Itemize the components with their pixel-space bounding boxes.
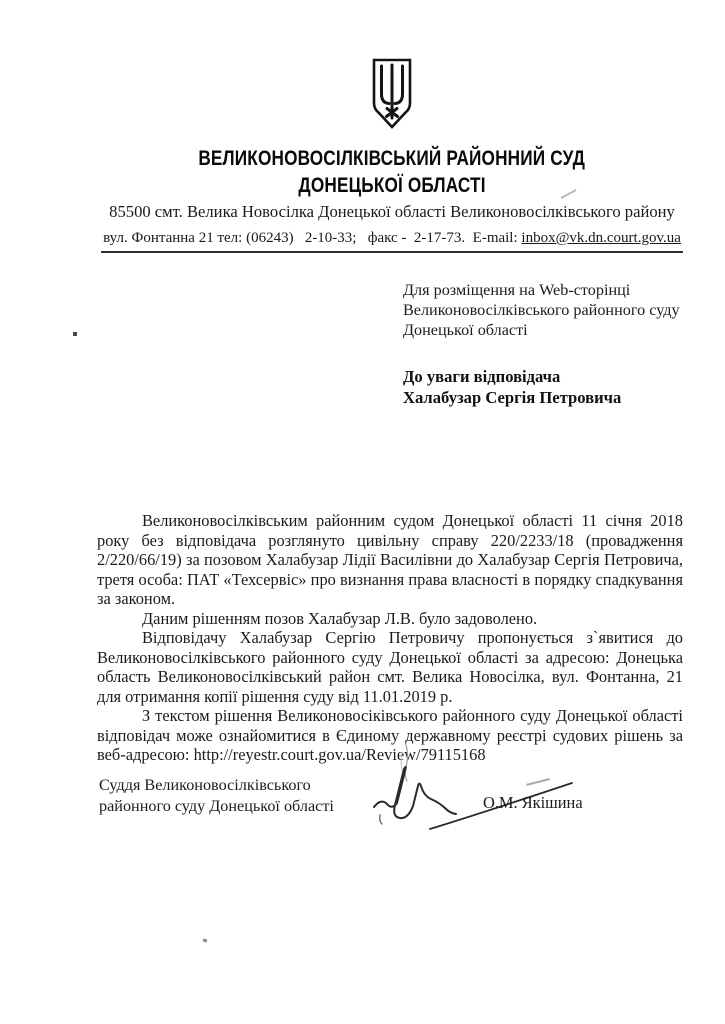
court-contact-text: вул. Фонтанна 21 тел: (06243) 2-10-33; факс - 2-17-73. E-mail: <box>103 230 522 246</box>
body-paragraph-registry-text: З текстом рішення Великоновосіківського районного суду Донецької області відповідач може ознайомитися в Єдиному державному реєстрі судових рішень за веб-адресою: <box>97 706 683 764</box>
judge-title-line: Суддя Великоновосілківського <box>99 776 311 794</box>
scan-speck-artifact <box>203 938 208 942</box>
attention-heading-line: До уваги відповідача <box>403 367 561 386</box>
attention-heading-line: Халабузар Сергія Петровича <box>403 387 622 407</box>
court-contact-line <box>67 230 717 247</box>
web-posting-note-line: Для розміщення на Web-сторінці <box>403 281 631 299</box>
web-posting-note-line: Донецької області <box>403 320 528 339</box>
ukraine-trident-emblem-icon <box>368 57 416 131</box>
web-posting-note <box>403 281 703 340</box>
body-paragraph-case-review: Великоновосілківським районним судом Донецької області 11 січня 2018 року без відповідача розглянуто цивільну справу 220/2233/18 (провадження 2/220/66/19) за позовом Халабузар Лідії Василівни до Халабузар Сергія Петровича, третя особа: ПАТ «Техсервіс» про визнання права власності в порядку спадкування за законом. <box>97 511 683 608</box>
court-name-line1: ВЕЛИКОНОВОСІЛКІВСЬКИЙ РАЙОННИЙ СУД <box>198 146 586 170</box>
court-email-link[interactable]: inbox@vk.dn.court.gov.ua <box>521 230 681 246</box>
judge-name: О.М. Якішина <box>483 793 583 812</box>
letterhead-divider-rule <box>101 251 683 253</box>
handwritten-signature-icon <box>368 737 583 845</box>
attention-heading <box>403 367 703 408</box>
web-posting-note-line: Великоновосілківського районного суду <box>403 300 680 319</box>
court-name-line2: ДОНЕЦЬКОЇ ОБЛАСТІ <box>298 173 486 197</box>
letter-body <box>97 511 683 765</box>
court-address: 85500 смт. Велика Новосілка Донецької області Великоновосілківського району <box>109 202 675 221</box>
body-paragraph-decision: Даним рішенням позов Халабузар Л.В. було задоволено. <box>142 608 538 628</box>
court-registry-link[interactable]: http://reyestr.court.gov.ua/Review/79115168 <box>193 745 486 764</box>
judge-title-line: районного суду Донецької області <box>99 796 334 815</box>
body-paragraph-summons: Відповідачу Халабузар Сергію Петровичу пропонується з`явитися до Великоновосілківського районного суду Донецької області за адресою: Донецька область Великоновосілківський район смт. Велика Новосілка, вул. Фонтанна, 21 для отримання копії рішення суду від 11.01.2019 р. <box>97 628 683 706</box>
judge-title <box>99 775 359 816</box>
scan-dot-artifact <box>73 332 77 336</box>
